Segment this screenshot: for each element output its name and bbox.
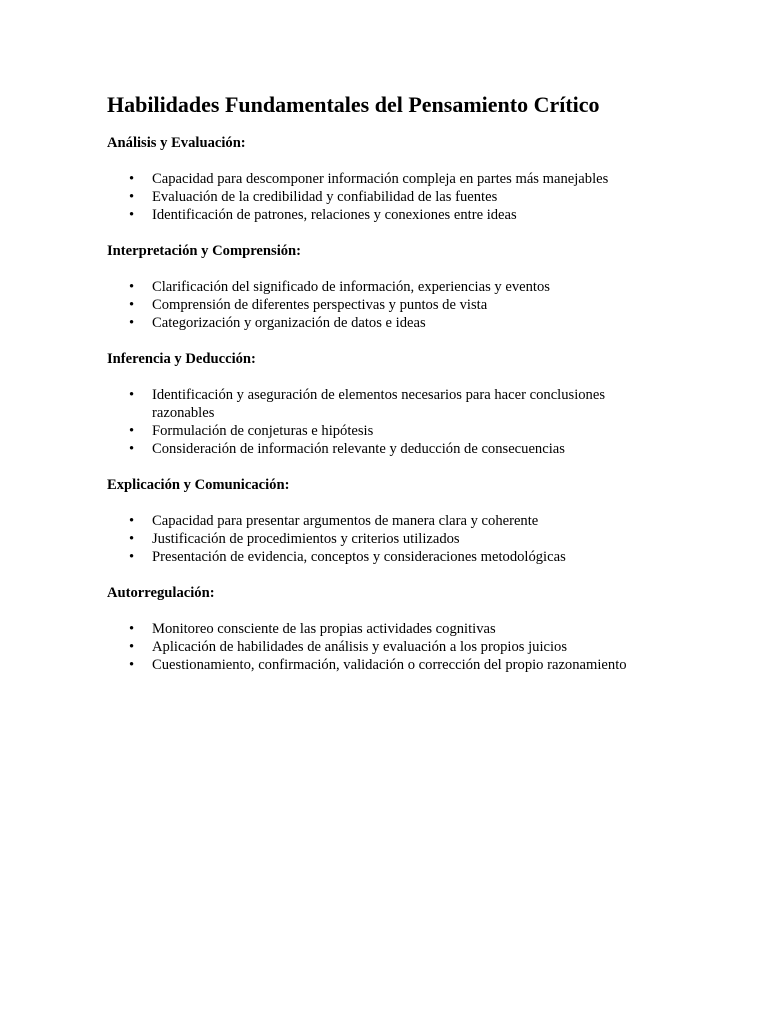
list-item-text: Identificación de patrones, relaciones y conexiones entre ideas xyxy=(152,207,517,223)
section-heading: Explicación y Comunicación: xyxy=(107,477,290,493)
bullet-icon: • xyxy=(129,279,135,295)
list-item-text: Identificación y aseguración de elementos necesarios para hacer conclusiones razonables xyxy=(152,387,606,421)
list-item-text: Capacidad para presentar argumentos de manera clara y coherente xyxy=(152,513,539,529)
section-autorregulacion xyxy=(107,584,667,674)
section-heading: Inferencia y Deducción: xyxy=(107,351,256,367)
bullet-list xyxy=(107,278,667,332)
list-item xyxy=(107,206,667,224)
bullet-list xyxy=(107,620,667,674)
list-item xyxy=(107,548,667,566)
bullet-icon: • xyxy=(129,315,135,331)
bullet-icon: • xyxy=(129,189,135,205)
bullet-list xyxy=(107,386,667,458)
section-heading: Análisis y Evaluación: xyxy=(107,135,246,151)
list-item-text: Capacidad para descomponer información compleja en partes más manejables xyxy=(152,171,609,187)
bullet-icon: • xyxy=(129,297,135,313)
bullet-icon: • xyxy=(129,441,135,457)
list-item xyxy=(107,638,667,656)
list-item xyxy=(107,386,667,422)
bullet-icon: • xyxy=(129,171,135,187)
list-item xyxy=(107,188,667,206)
list-item xyxy=(107,512,667,530)
section-interpretacion xyxy=(107,242,667,332)
bullet-icon: • xyxy=(129,549,135,565)
list-item xyxy=(107,656,667,674)
list-item-text: Formulación de conjeturas e hipótesis xyxy=(152,423,374,439)
list-item xyxy=(107,422,667,440)
bullet-list xyxy=(107,512,667,566)
section-heading: Autorregulación: xyxy=(107,585,215,601)
bullet-icon: • xyxy=(129,387,135,403)
section-explicacion xyxy=(107,476,667,566)
document-page xyxy=(107,88,667,692)
bullet-icon: • xyxy=(129,513,135,529)
section-heading: Interpretación y Comprensión: xyxy=(107,243,302,259)
bullet-icon: • xyxy=(129,621,135,637)
list-item xyxy=(107,620,667,638)
document-title: Habilidades Fundamentales del Pensamiento Crítico xyxy=(107,92,600,117)
bullet-icon: • xyxy=(129,531,135,547)
list-item-text: Justificación de procedimientos y criterios utilizados xyxy=(152,531,460,547)
list-item xyxy=(107,440,667,458)
bullet-icon: • xyxy=(129,657,135,673)
list-item xyxy=(107,296,667,314)
list-item-text: Clarificación del significado de información, experiencias y eventos xyxy=(152,279,550,295)
bullet-icon: • xyxy=(129,639,135,655)
list-item-text: Cuestionamiento, confirmación, validación o corrección del propio razonamiento xyxy=(152,657,627,673)
list-item xyxy=(107,278,667,296)
list-item-text: Monitoreo consciente de las propias actividades cognitivas xyxy=(152,621,496,637)
list-item-text: Evaluación de la credibilidad y confiabilidad de las fuentes xyxy=(152,189,498,205)
list-item-text: Aplicación de habilidades de análisis y evaluación a los propios juicios xyxy=(152,639,568,655)
bullet-icon: • xyxy=(129,207,135,223)
list-item xyxy=(107,170,667,188)
list-item xyxy=(107,314,667,332)
list-item-text: Categorización y organización de datos e ideas xyxy=(152,315,426,331)
list-item-text: Consideración de información relevante y deducción de consecuencias xyxy=(152,441,565,457)
section-inferencia xyxy=(107,350,667,458)
bullet-icon: • xyxy=(129,423,135,439)
bullet-list xyxy=(107,170,667,224)
section-analisis xyxy=(107,134,667,224)
list-item xyxy=(107,530,667,548)
list-item-text: Comprensión de diferentes perspectivas y puntos de vista xyxy=(152,297,488,313)
list-item-text: Presentación de evidencia, conceptos y consideraciones metodológicas xyxy=(152,549,566,565)
